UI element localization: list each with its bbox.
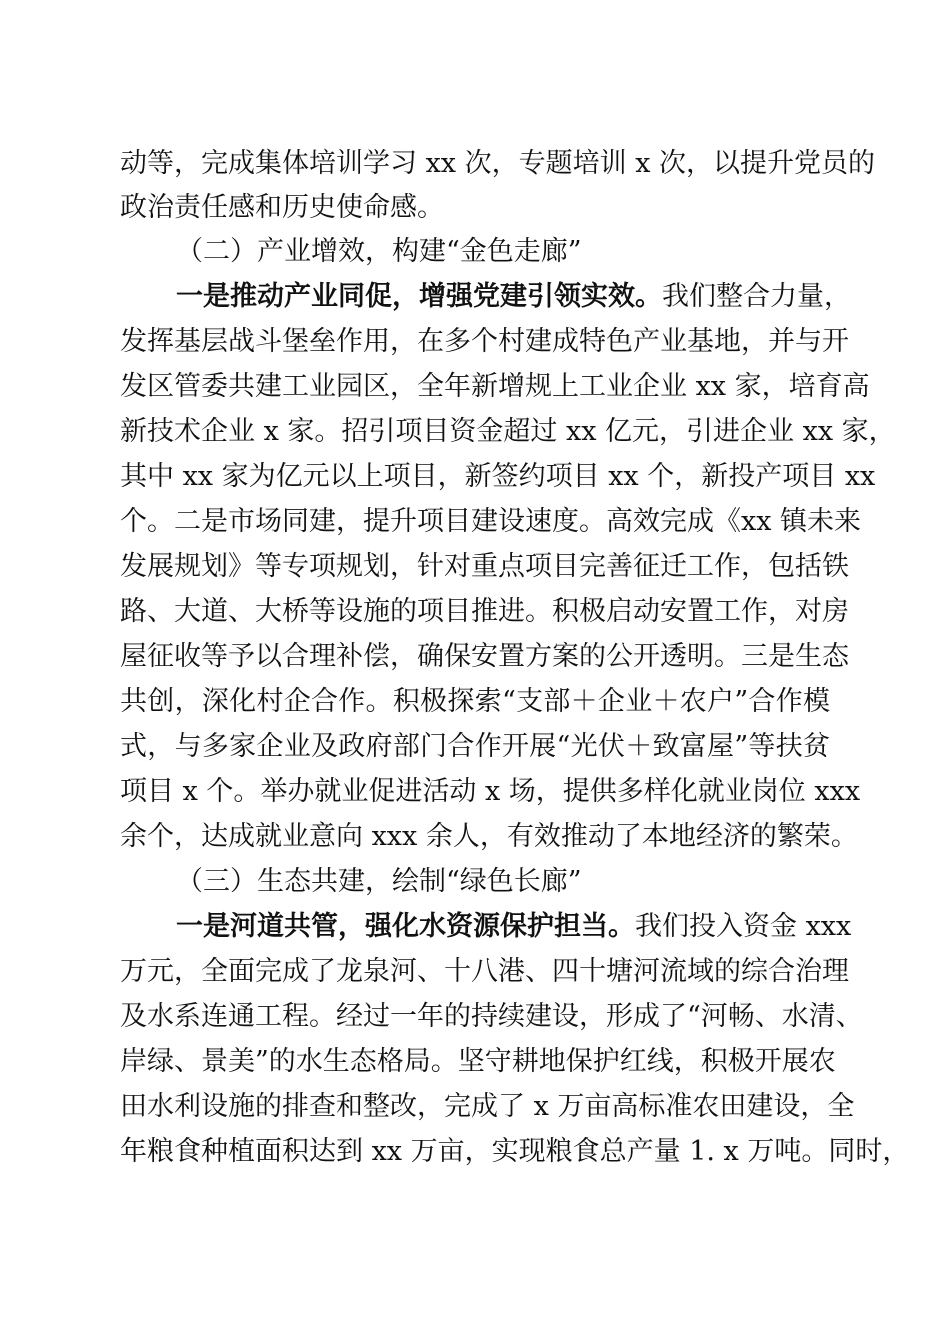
paragraph-text: 我们投入资金 xxx (635, 911, 852, 942)
section-heading: （二）产业增效，构建“金色走廊” (176, 236, 582, 267)
paragraph-line: 田水利设施的排查和整改，完成了 x 万亩高标准农田建设，全 (120, 1091, 855, 1122)
paragraph-line: 及水系连通工程。经过一年的持续建设，形成了“河畅、水清、 (120, 1001, 863, 1032)
paragraph-line: 个。二是市场同建，提升项目建设速度。高效完成《xx 镇未来 (120, 506, 862, 537)
paragraph-line: 发区管委共建工业园区，全年新增规上工业企业 xx 家，培育高 (120, 371, 870, 402)
paragraph-line: 其中 xx 家为亿元以上项目，新签约项目 xx 个，新投产项目 xx (120, 461, 876, 492)
paragraph-line: 式，与多家企业及政府部门合作开展“光伏＋致富屋”等扶贫 (120, 731, 830, 762)
paragraph-line: 岸绿、景美”的水生态格局。坚守耕地保护红线，积极开展农 (120, 1046, 836, 1077)
paragraph-line: 发挥基层战斗堡垒作用，在多个村建成特色产业基地，并与开 (120, 326, 849, 357)
paragraph-text: 我们整合力量， (662, 281, 851, 312)
lead-sentence: 一是推动产业同促，增强党建引领实效。 (176, 281, 662, 312)
paragraph-line: 项目 x 个。举办就业促进活动 x 场，提供多样化就业岗位 xxx (120, 776, 861, 807)
paragraph-line: 年粮食种植面积达到 xx 万亩，实现粮食总产量 1. x 万吨。同时， (120, 1136, 910, 1167)
paragraph-line (176, 909, 852, 945)
paragraph-line: 路、大道、大桥等设施的项目推进。积极启动安置工作，对房 (120, 596, 849, 627)
paragraph-line: 共创，深化村企合作。积极探索“支部＋企业＋农户”合作模 (120, 686, 830, 717)
paragraph-line: 新技术企业 x 家。招引项目资金超过 xx 亿元，引进企业 xx 家， (120, 416, 896, 447)
paragraph-line: 余个，达成就业意向 xxx 余人，有效推动了本地经济的繁荣。 (120, 821, 858, 852)
paragraph-line: 动等，完成集体培训学习 xx 次，专题培训 x 次，以提升党员的 (120, 148, 876, 179)
paragraph-line: 发展规划》等专项规划，针对重点项目完善征迁工作，包括铁 (120, 551, 849, 582)
paragraph-line: 万元，全面完成了龙泉河、十八港、四十塘河流域的综合治理 (120, 956, 849, 987)
paragraph-line (176, 279, 851, 315)
lead-sentence: 一是河道共管，强化水资源保护担当。 (176, 911, 635, 942)
paragraph-line: 屋征收等予以合理补偿，确保安置方案的公开透明。三是生态 (120, 641, 849, 672)
paragraph-line: 政治责任感和历史使命感。 (120, 192, 444, 223)
section-heading: （三）生态共建，绘制“绿色长廊” (176, 866, 582, 897)
